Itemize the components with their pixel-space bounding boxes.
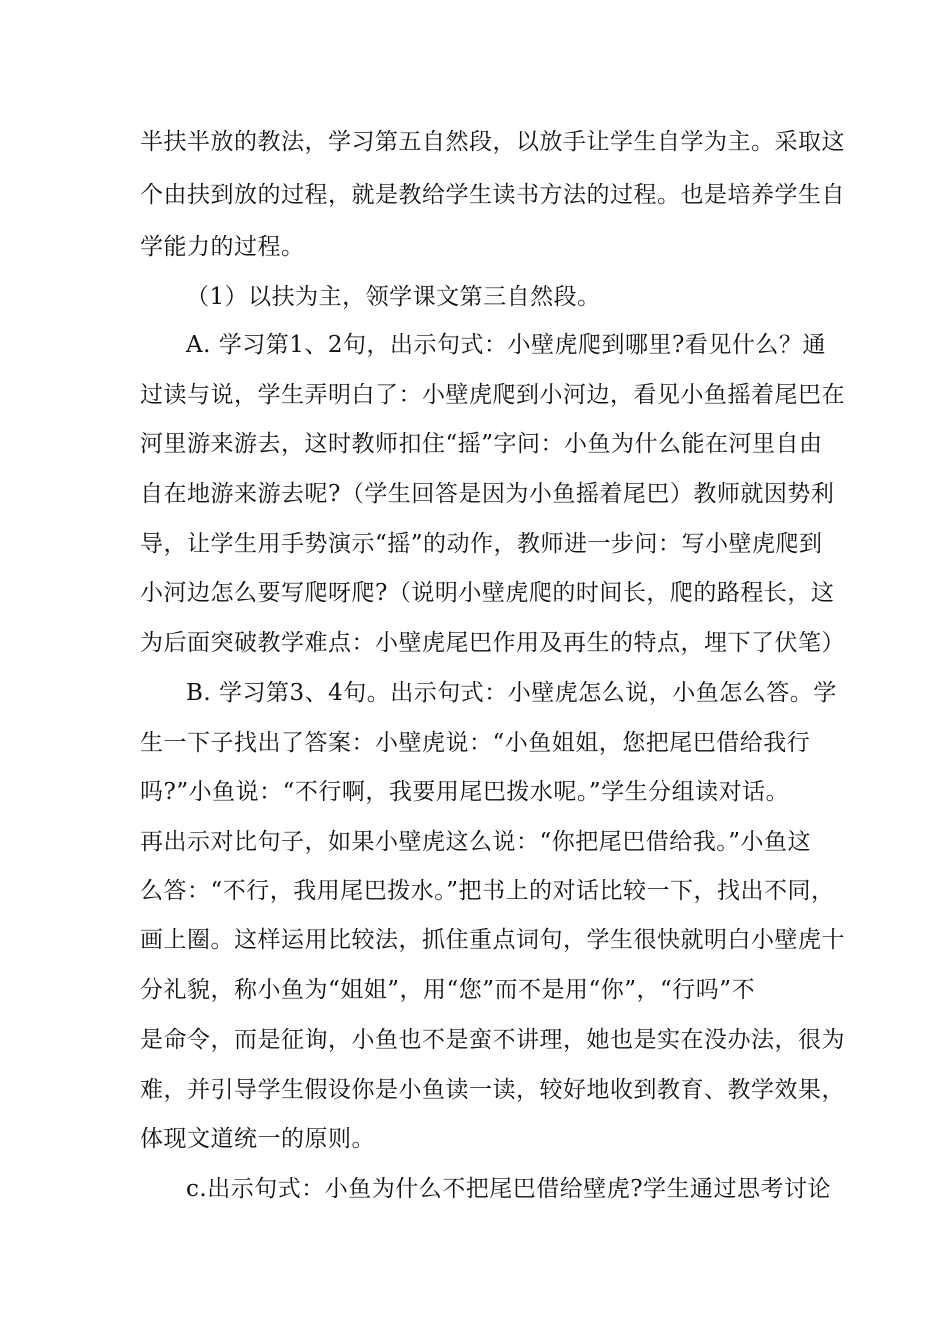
text-line: 学能力的过程。 <box>140 234 305 260</box>
text-line: 半扶半放的教法，学习第五自然段，以放手让学生自学为主。采取这 <box>140 129 845 155</box>
text-line: A. 学习第1、2句，出示句式：小壁虎爬到哪里?看见什么？通 <box>186 332 826 358</box>
text-line: 个由扶到放的过程，就是教给学生读书方法的过程。也是培养学生自 <box>140 182 845 208</box>
text-line: 小河边怎么要写爬呀爬?（说明小壁虎爬的时间长，爬的路程长，这 <box>140 580 835 606</box>
text-line: 分礼貌，称小鱼为“姐姐”，用“您”而不是用“你”，“行吗”不 <box>140 977 756 1003</box>
text-line: 吗?”小鱼说：“不行啊，我要用尾巴拨水呢。”学生分组读对话。 <box>140 779 790 805</box>
text-line: 生一下子找出了答案：小壁虎说：“小鱼姐姐，您把尾巴借给我行 <box>140 730 811 756</box>
text-line: （1）以扶为主，领学课文第三自然段。 <box>186 284 601 310</box>
text-line: 河里游来游去，这时教师扣住“摇”字问：小鱼为什么能在河里自由 <box>140 431 823 457</box>
text-line: 难，并引导学生假设你是小鱼读一读，较好地收到教育、教学效果， <box>140 1077 845 1103</box>
text-line: 导，让学生用手势演示“摇”的动作，教师进一步问：写小壁虎爬到 <box>140 531 823 557</box>
text-line: 么答：“不行，我用尾巴拨水。”把书上的对话比较一下，找出不同， <box>140 878 835 904</box>
text-line: 为后面突破教学难点：小壁虎尾巴作用及再生的特点，埋下了伏笔） <box>140 630 845 656</box>
text-line: c.出示句式：小鱼为什么不把尾巴借给壁虎?学生通过思考讨论 <box>186 1176 832 1202</box>
text-line: 自在地游来游去呢?（学生回答是因为小鱼摇着尾巴）教师就因势利 <box>140 481 835 507</box>
text-line: 是命令，而是征询，小鱼也不是蛮不讲理，她也是实在没办法，很为 <box>140 1027 845 1053</box>
text-line: B. 学习第3、4句。出示句式：小壁虎怎么说，小鱼怎么答。学 <box>186 680 837 706</box>
text-line: 再出示对比句子，如果小壁虎这么说：“你把尾巴借给我。”小鱼这 <box>140 829 812 855</box>
text-line: 体现文道统一的原则。 <box>140 1126 375 1152</box>
text-line: 过读与说，学生弄明白了：小壁虎爬到小河边，看见小鱼摇着尾巴在 <box>140 382 845 408</box>
text-line: 画上圈。这样运用比较法，抓住重点词句，学生很快就明白小壁虎十 <box>140 927 845 953</box>
